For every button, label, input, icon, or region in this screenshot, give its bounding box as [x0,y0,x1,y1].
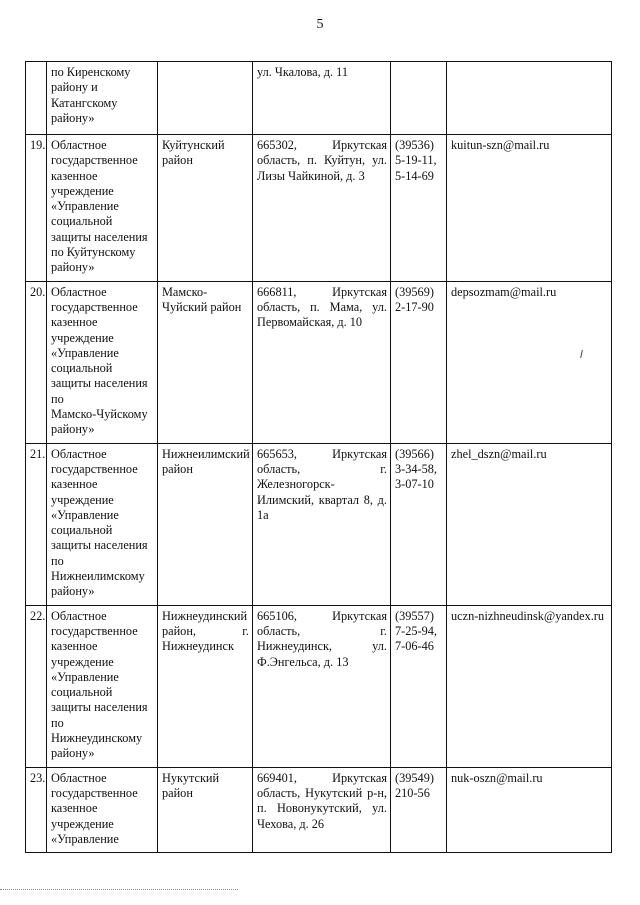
email: uczn-nizhneudinsk@yandex.ru [447,605,612,767]
organization-line: казенное [51,477,98,492]
row-number: 22. [26,605,47,767]
organization-line: Областное [51,446,107,461]
phone: (39557) 7-25-94, 7-06-46 [391,605,447,767]
phone: (39536) 5-19-11, 5-14-69 [391,135,447,282]
row-number: 20. [26,281,47,443]
organization-line: по [51,391,64,406]
organization-line: социальной [51,361,113,376]
organization-name [47,281,158,443]
phone [391,62,447,135]
row-number: 19. [26,135,47,282]
organization-line: району» [51,422,95,437]
row-number [26,62,47,135]
organization-line: Областное [51,608,107,623]
organization-line: государственное [51,153,138,168]
footnote-divider [0,889,238,890]
organization-line: по Киренскому [51,65,131,79]
email: depsozmam@mail.ru [447,281,612,443]
organization-line: государственное [51,299,138,314]
organization-line: учреждение [51,330,114,345]
email: nuk-oszn@mail.ru [447,767,612,852]
email: kuitun-szn@mail.ru [447,135,612,282]
organization-line: казенное [51,639,98,654]
table-row [26,605,612,767]
row-number: 21. [26,443,47,605]
organization-line: Областное [51,138,107,152]
organization-line: «Управление [51,669,119,684]
organization-line: учреждение [51,816,114,831]
district: Мамско-Чуйский район [158,281,253,443]
organization-name [47,767,158,852]
organization-line: «Управление [51,831,119,846]
organization-line: учреждение [51,492,114,507]
district [158,62,253,135]
district: Куйтунский район [158,135,253,282]
organization-line: учреждение [51,183,114,198]
phone: (39569) 2-17-90 [391,281,447,443]
organization-line: государственное [51,785,138,800]
table-row [26,135,612,282]
organization-line: государственное [51,623,138,638]
organization-line: социальной [51,214,113,229]
organization-line: Областное [51,284,107,299]
organization-line: защиты населения [51,700,148,715]
organization-line: району» [51,260,95,275]
organization-line: «Управление [51,345,119,360]
phone: (39549) 210-56 [391,767,447,852]
district: Нижнеудинский район, г. Нижнеудинск [158,605,253,767]
organization-line: району» [51,110,95,125]
email [447,62,612,135]
table-row [26,281,612,443]
organization-line: Областное [51,770,107,785]
organization-line: Нижнеилимскому [51,569,145,584]
district: Нукутский район [158,767,253,852]
organization-line: казенное [51,168,98,183]
organization-line: государственное [51,461,138,476]
phone: (39566) 3-34-58, 3-07-10 [391,443,447,605]
organization-line: учреждение [51,654,114,669]
organization-name [47,605,158,767]
address: 669401, Иркутская область, Нукутский р-н, п. Новонукутский, ул. Чехова, д. 26 [253,767,391,852]
organization-line: казенное [51,801,98,816]
organization-line: Мамско-Чуйскому [51,407,148,422]
organization-line: Нижнеудинскому [51,730,143,745]
organization-line: «Управление [51,199,119,214]
page-number: 5 [316,17,324,32]
organization-line: социальной [51,523,113,538]
organization-line: по [51,715,64,730]
address: 666811, Иркутская область, п. Мама, ул. Первомайская, д. 10 [253,281,391,443]
email: zhel_dszn@mail.ru [447,443,612,605]
organization-line: «Управление [51,507,119,522]
social-protection-offices-table [25,61,612,853]
organization-line: защиты населения [51,376,148,391]
district: Нижнеилимский район [158,443,253,605]
address: 665302, Иркутская область, п. Куйтун, ул. Лизы Чайкиной, д. 3 [253,135,391,282]
address: 665106, Иркутская область, г. Нижнеудинск, ул. Ф.Энгельса, д. 13 [253,605,391,767]
organization-line: социальной [51,685,113,700]
organization-line: по Куйтунскому [51,245,136,260]
organization-name [47,135,158,282]
table-row [26,443,612,605]
organization-name [47,62,158,135]
address: 665653, Иркутская область, г. Железногорск-Илимский, квартал 8, д. 1а [253,443,391,605]
organization-line: району и [51,80,98,95]
row-number: 23. [26,767,47,852]
table-row [26,767,612,852]
address: ул. Чкалова, д. 11 [253,62,391,135]
organization-line: району» [51,746,95,761]
organization-line: казенное [51,315,98,330]
organization-line: району» [51,584,95,599]
organization-line: защиты населения [51,229,148,244]
organization-line: по [51,553,64,568]
organization-line: Катангскому [51,95,118,110]
table-row [26,62,612,135]
organization-name [47,443,158,605]
organization-line: защиты населения [51,538,148,553]
